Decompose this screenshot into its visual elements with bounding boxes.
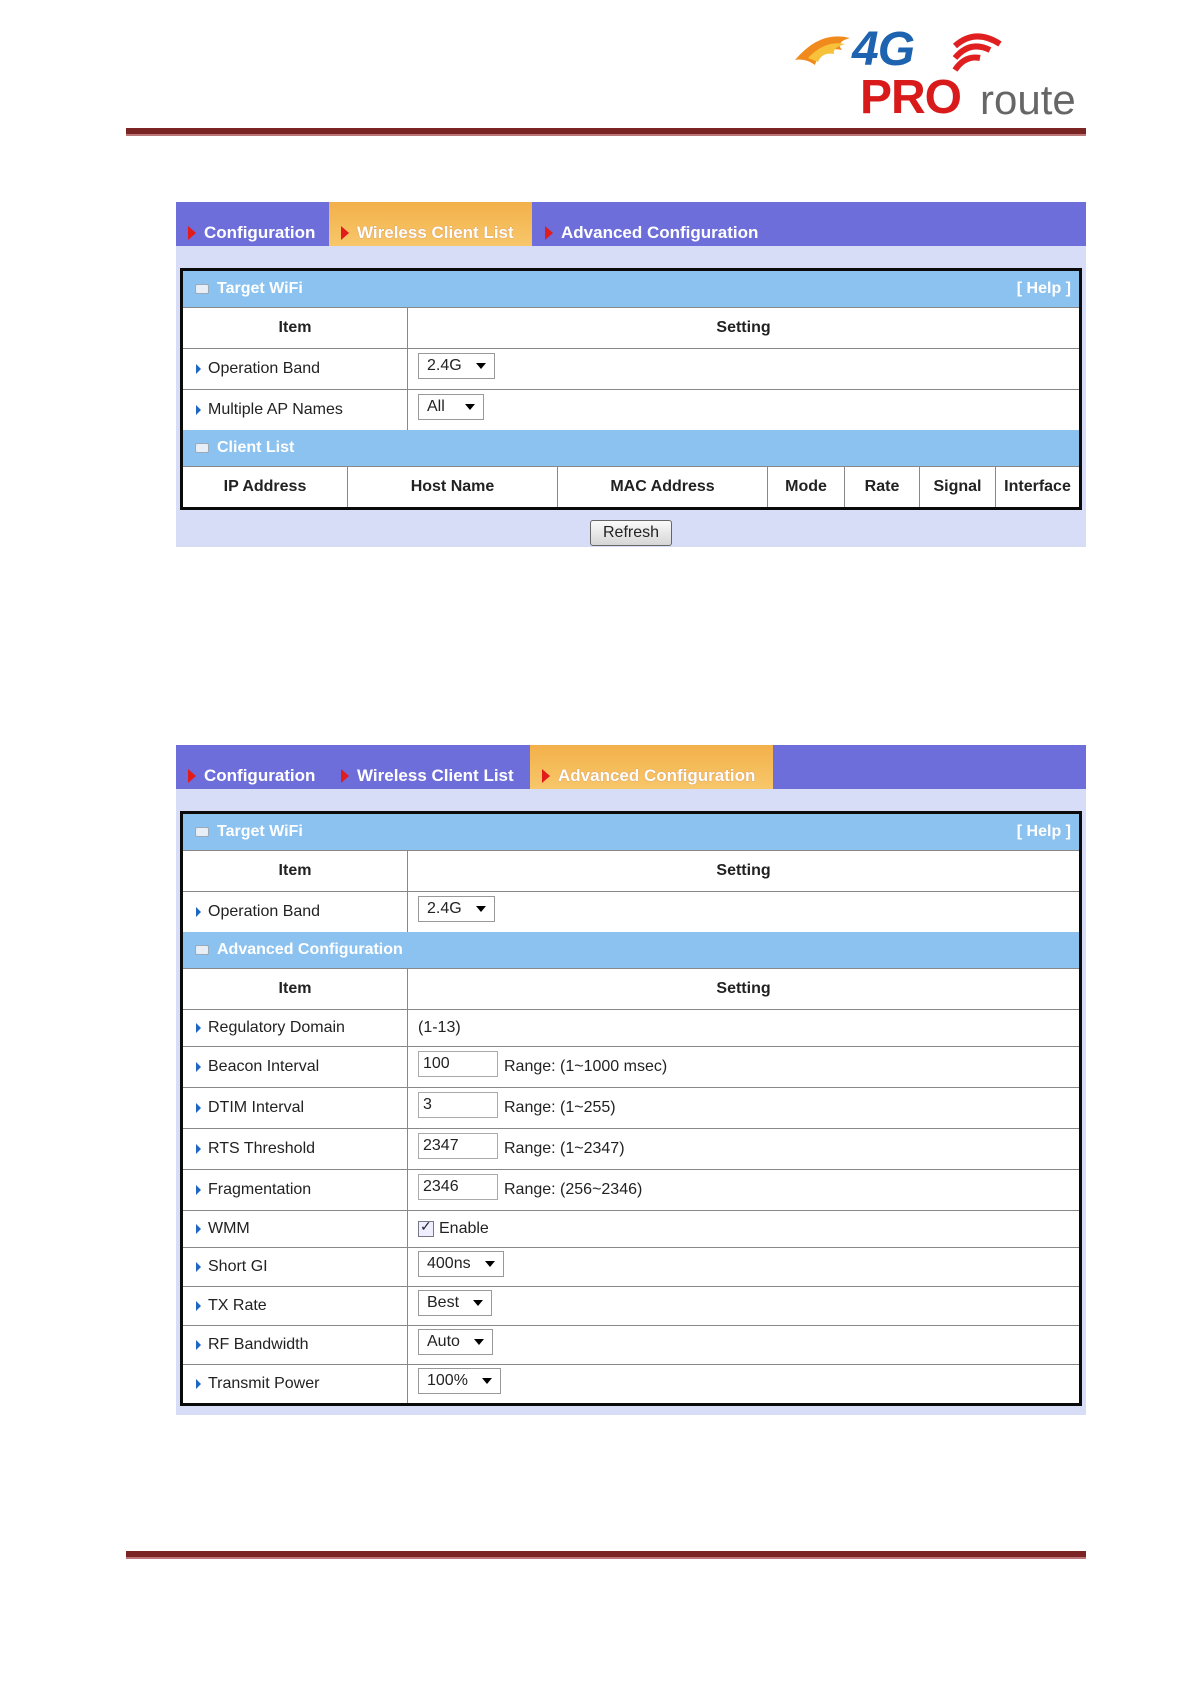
settings-frame [180,811,1082,1406]
regulatory-domain-value: (1-13) [418,1019,461,1036]
bullet-arrow-icon [196,907,201,917]
chevron-down-icon [473,1300,483,1306]
row-regulatory-domain: Regulatory Domain (1-13) [183,1009,1079,1046]
tab-bar [176,202,1086,246]
bullet-arrow-icon [196,1224,201,1234]
panel-advanced-config [176,745,1086,1415]
section-icon [195,284,209,294]
bullet-arrow-icon [196,1379,201,1389]
section-icon [195,827,209,837]
table-header: Item Setting [183,850,1079,891]
row-short-gi: Short GI 400ns [183,1247,1079,1286]
dtim-interval-input[interactable]: 3 [418,1092,498,1118]
row-transmit-power: Transmit Power 100% [183,1364,1079,1403]
row-rf-bandwidth: RF Bandwidth Auto [183,1325,1079,1364]
help-link[interactable]: [ Help ] [1016,823,1071,840]
tab-arrow-icon [341,226,349,240]
row-beacon-interval: Beacon Interval 100 Range: (1~1000 msec) [183,1046,1079,1087]
section-target-wifi: Target WiFi [ Help ] [183,271,1079,307]
row-multiple-ap-names: Multiple AP Names All [183,389,1079,430]
chevron-down-icon [485,1261,495,1267]
bullet-arrow-icon [196,1023,201,1033]
tx-rate-select[interactable]: Best [418,1290,492,1316]
row-rts-threshold: RTS Threshold 2347 Range: (1~2347) [183,1128,1079,1169]
operation-band-select[interactable]: 2.4G [418,353,495,379]
bullet-arrow-icon [196,1144,201,1154]
help-link[interactable]: [ Help ] [1016,280,1071,297]
header-rule [126,128,1086,136]
section-icon [195,443,209,453]
logo-route: route [980,76,1076,123]
row-operation-band: Operation Band 2.4G [183,891,1079,932]
beacon-interval-input[interactable]: 100 [418,1051,498,1077]
chevron-down-icon [474,1339,484,1345]
tab-configuration[interactable]: Configuration [176,745,328,789]
row-wmm: WMM ✓ Enable [183,1210,1079,1247]
bullet-arrow-icon [196,1062,201,1072]
short-gi-select[interactable]: 400ns [418,1251,504,1277]
client-table-header [183,466,1079,507]
chevron-down-icon [465,404,475,410]
tab-advanced-configuration[interactable]: Advanced Configuration [530,745,773,789]
chevron-down-icon [476,906,486,912]
row-fragmentation: Fragmentation 2346 Range: (256~2346) [183,1169,1079,1210]
tab-wireless-client-list[interactable]: Wireless Client List [329,745,532,789]
tab-arrow-icon [341,769,349,783]
col-rate: Rate [845,467,920,507]
row-operation-band: Operation Band 2.4G [183,348,1079,389]
bullet-arrow-icon [196,1340,201,1350]
operation-band-select[interactable]: 2.4G [418,896,495,922]
rts-threshold-input[interactable]: 2347 [418,1133,498,1159]
col-interface: Interface [1004,478,1071,495]
logo-pro: PRO [860,71,962,124]
bullet-arrow-icon [196,1262,201,1272]
table-header: Item Setting [183,968,1079,1009]
col-host-name: Host Name [348,467,558,507]
footer-rule [126,1551,1086,1559]
section-client-list: Client List [183,430,1079,466]
row-tx-rate: TX Rate Best [183,1286,1079,1325]
tab-bar [176,745,1086,789]
wmm-checkbox[interactable] [418,1221,434,1237]
tab-arrow-icon [188,769,196,783]
tab-arrow-icon [188,226,196,240]
tab-wireless-client-list[interactable]: Wireless Client List [329,202,532,246]
brand-logo [790,20,1080,124]
section-target-wifi: Target WiFi [ Help ] [183,814,1079,850]
col-ip-address: IP Address [183,467,348,507]
bullet-arrow-icon [196,1185,201,1195]
bullet-arrow-icon [196,1103,201,1113]
section-icon [195,945,209,955]
col-mode: Mode [768,467,845,507]
refresh-button[interactable]: Refresh [590,520,672,546]
rf-bandwidth-select[interactable]: Auto [418,1329,493,1355]
chevron-down-icon [476,363,486,369]
bullet-arrow-icon [196,364,201,374]
tab-advanced-configuration[interactable]: Advanced Configuration [533,202,773,246]
settings-frame [180,268,1082,510]
ap-names-select[interactable]: All [418,394,484,420]
tab-arrow-icon [545,226,553,240]
chevron-down-icon [482,1378,492,1384]
col-signal: Signal [920,467,996,507]
bullet-arrow-icon [196,405,201,415]
section-advanced-configuration: Advanced Configuration [183,932,1079,968]
panel-client-list [176,202,1086,547]
row-dtim-interval: DTIM Interval 3 Range: (1~255) [183,1087,1079,1128]
bullet-arrow-icon [196,1301,201,1311]
transmit-power-select[interactable]: 100% [418,1368,501,1394]
col-mac-address: MAC Address [558,467,768,507]
table-header: Item Setting [183,307,1079,348]
tab-arrow-icon [542,769,550,783]
fragmentation-input[interactable]: 2346 [418,1174,498,1200]
tab-configuration[interactable]: Configuration [176,202,328,246]
logo-4g: 4G [852,23,915,76]
